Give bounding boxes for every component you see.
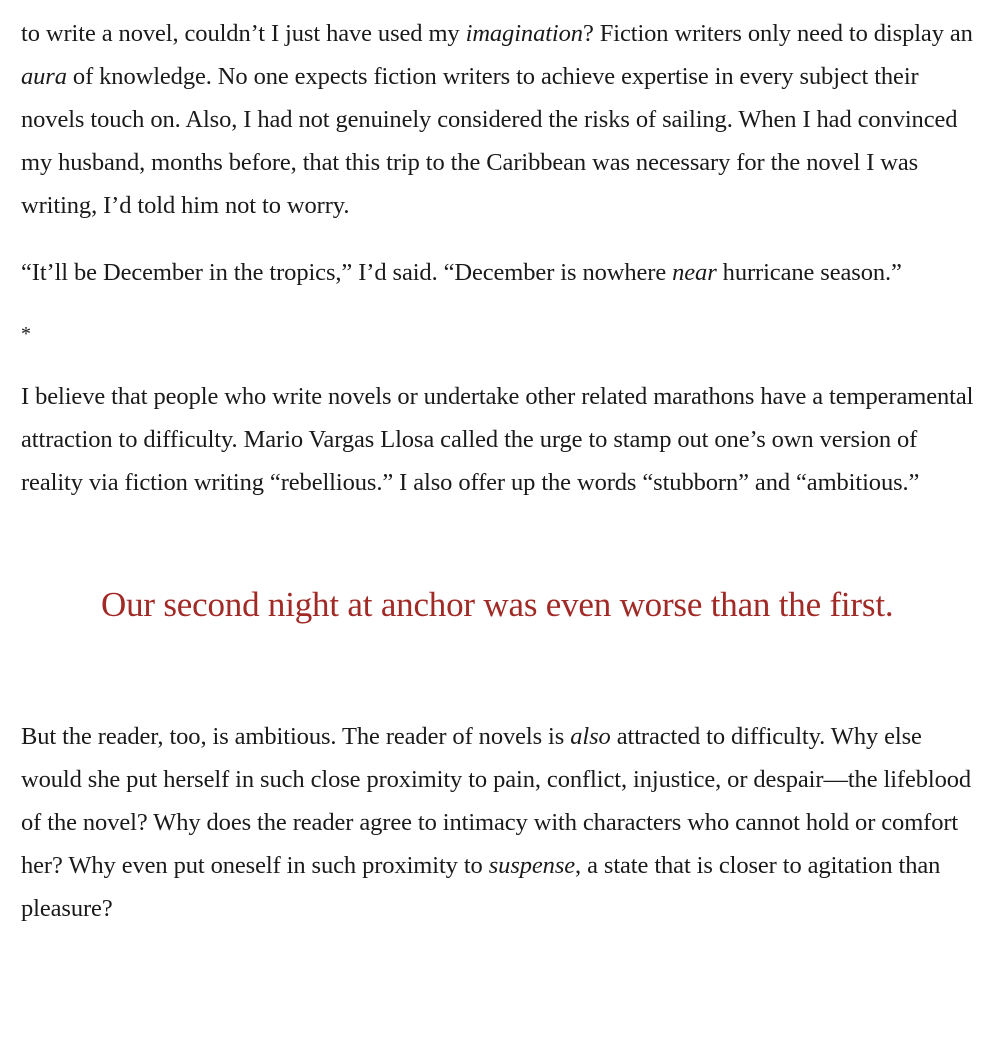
paragraph-attraction-to-difficulty: [21, 375, 981, 504]
emphasis-imagination: imagination: [465, 20, 583, 47]
emphasis-near: near: [672, 259, 717, 286]
emphasis-aura: aura: [21, 63, 67, 90]
emphasis-suspense: suspense: [488, 852, 576, 879]
text-run: hurricane season.”: [716, 259, 902, 286]
text-run: ? Fiction writers only need to display an: [582, 20, 973, 47]
paragraph-december-quote: [21, 251, 981, 294]
text-run: But the reader, too, is ambitious. The reader of novels is: [21, 723, 571, 750]
text-run: of knowledge. No one expects fiction writers to achieve expertise in every subject their novels touch on. Also, I had not genuinely considered the risks of sailing. When I had convinced my husband, months before, that this trip to the Caribbean was necessary for the novel I was writing, I’d told him not to worry.: [21, 63, 958, 219]
text-run: attracted to difficulty. Why else would she put herself in such close proximity to pain, conflict, injustice, or despair—the lifeblood of the novel? Why does the reader agree to intimacy with characters who cannot hold or comfort her? Why even put oneself in such proximity to: [21, 723, 972, 879]
emphasis-also: also: [570, 723, 611, 750]
section-separator: *: [21, 323, 31, 345]
text-run: “It’ll be December in the tropics,” I’d said. “December is nowhere: [21, 259, 673, 286]
paragraph-imagination: [21, 12, 981, 227]
article-body: [21, 0, 981, 930]
paragraph-reader-ambitious: [21, 715, 981, 930]
pull-quote: Our second night at anchor was even worse than the first.: [101, 585, 894, 624]
text-run: I believe that people who write novels or undertake other related marathons have a temperamental attraction to difficulty. Mario Vargas Llosa called the urge to stamp out one’s own version of reality via fiction writing “rebellious.” I also offer up the words “stubborn” and “ambitious.”: [21, 383, 974, 496]
text-run: to write a novel, couldn’t I just have used my: [21, 20, 466, 47]
text-run: , a state that is closer to agitation than pleasure?: [21, 852, 941, 922]
